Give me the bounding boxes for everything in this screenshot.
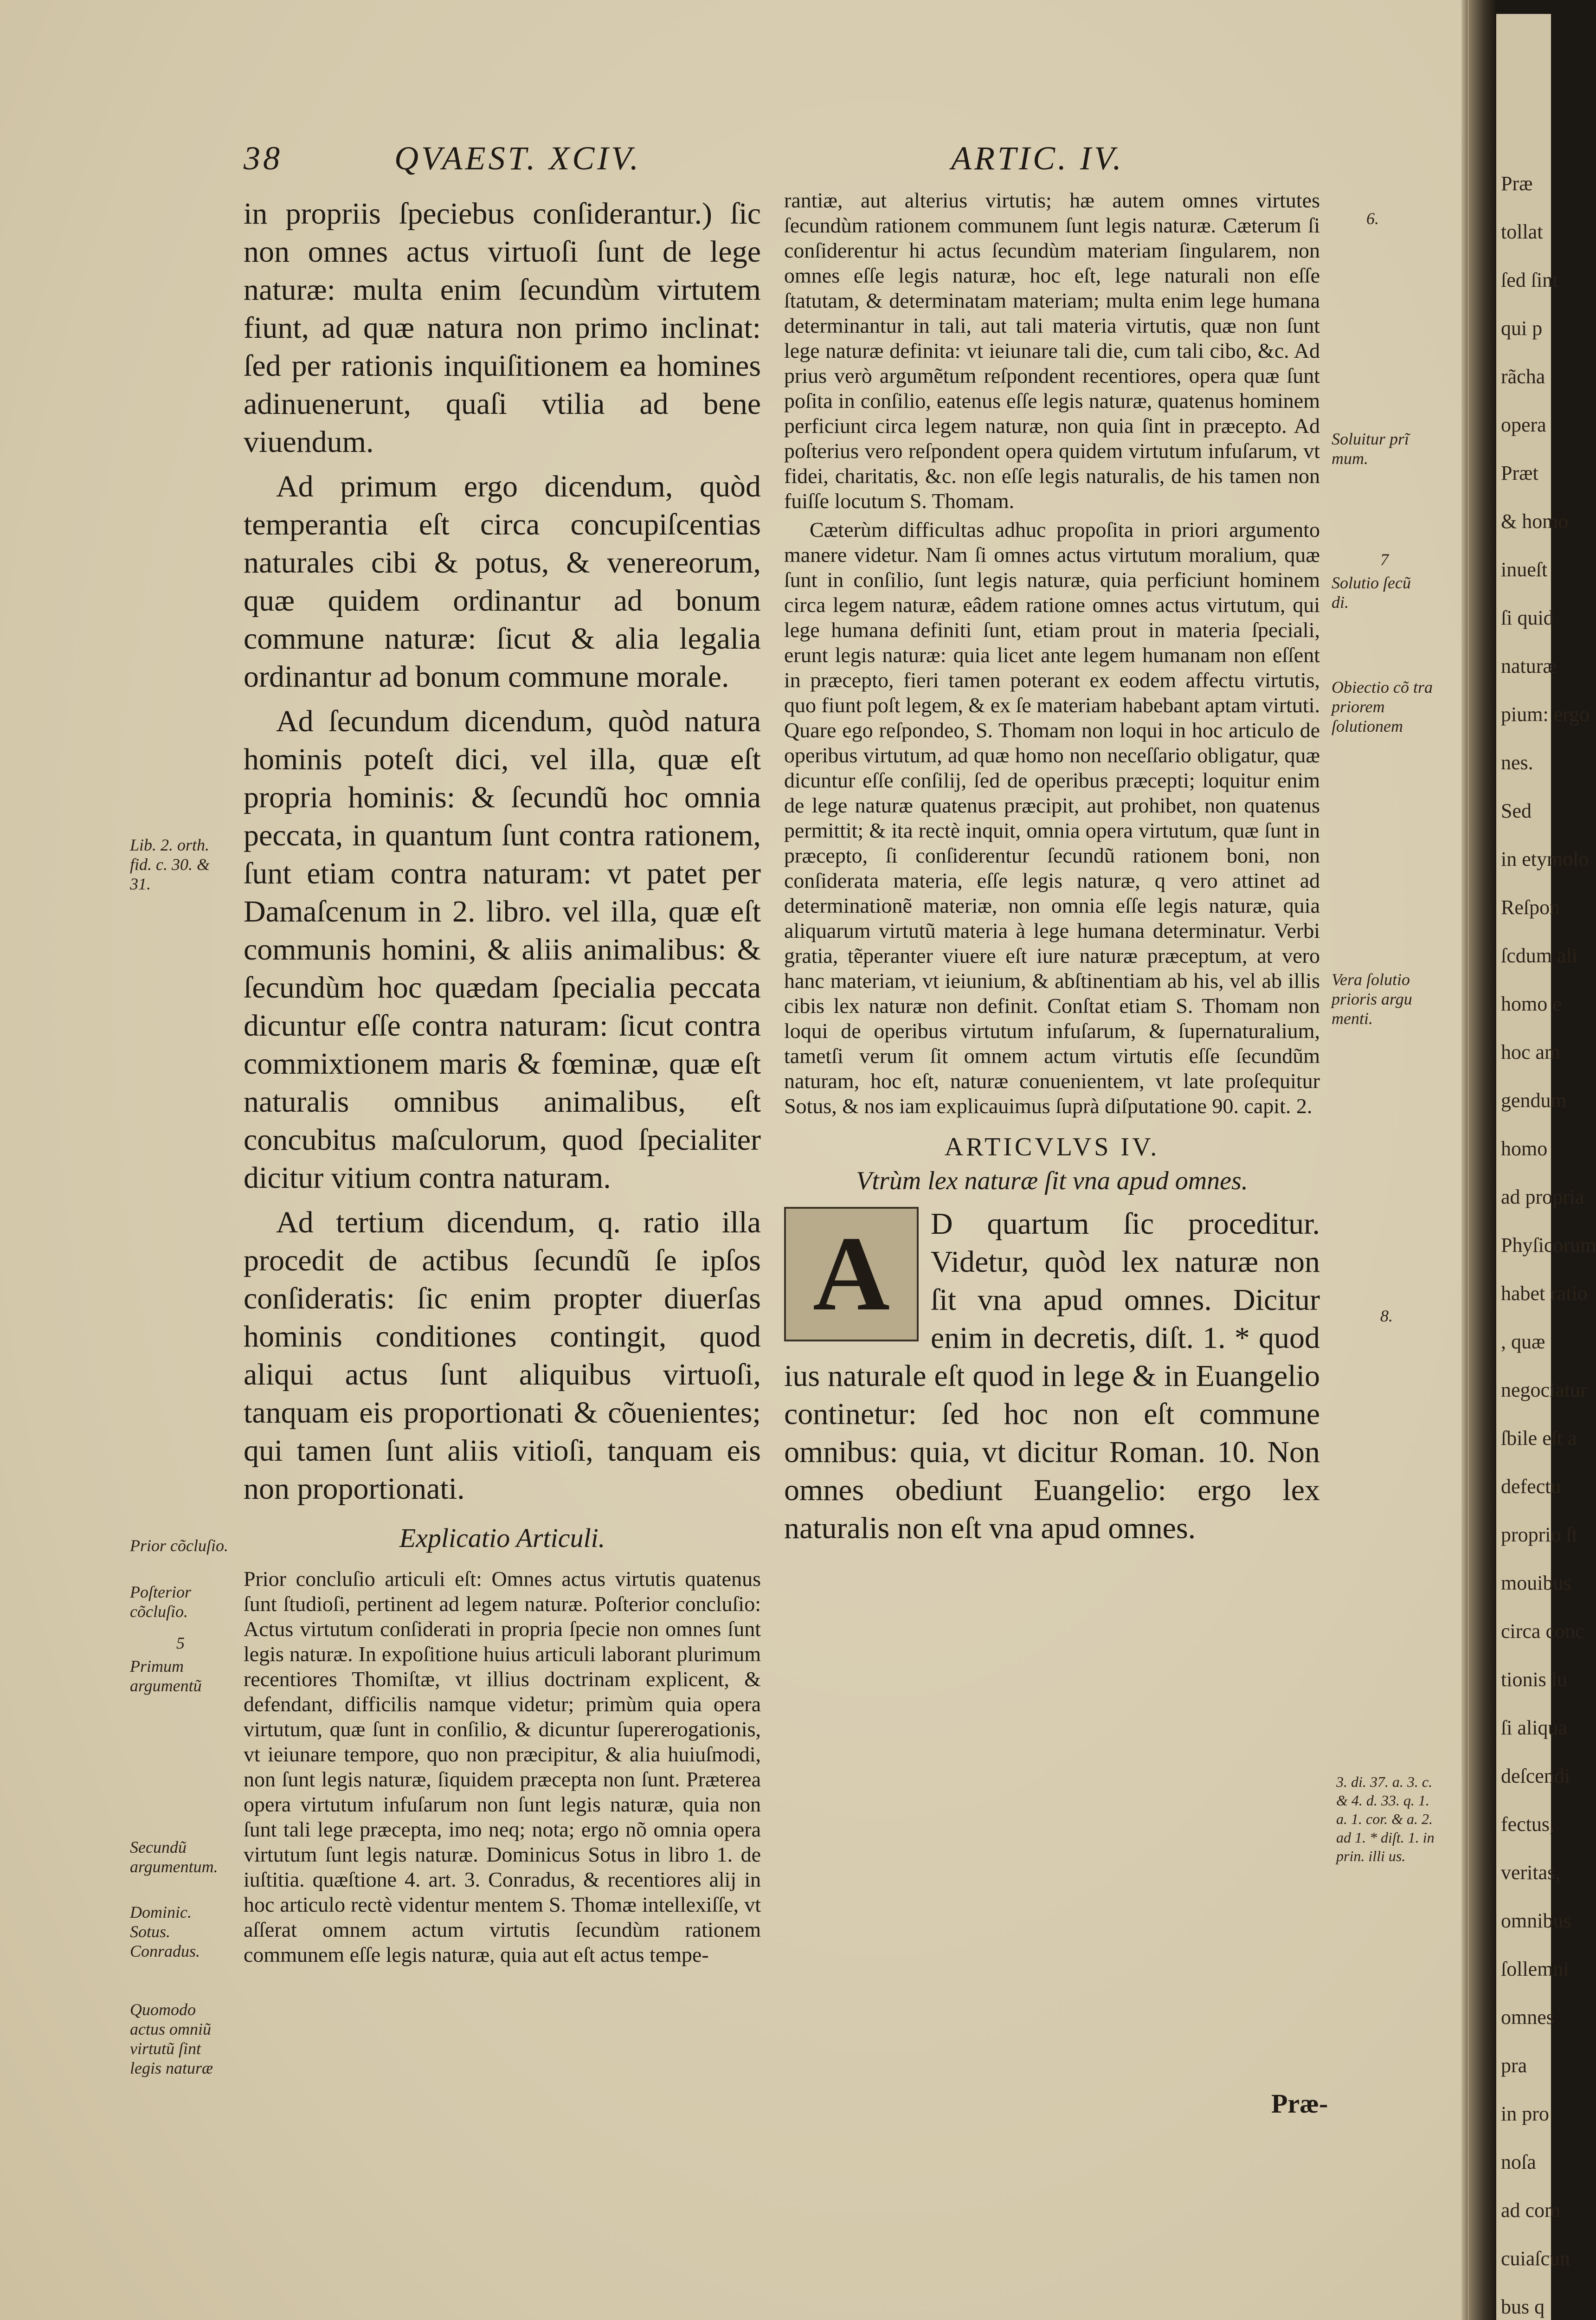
facing-page-line: ad com: [1501, 2199, 1561, 2222]
article-title: Vtrùm lex naturæ ſit vna apud omnes.: [856, 1166, 1248, 1195]
facing-page-line: ſbile eſt a: [1501, 1427, 1577, 1450]
facing-page-line: tionis lu: [1501, 1668, 1568, 1691]
facing-page-line: ſi aliqua: [1501, 1716, 1567, 1739]
facing-page-line: cuiaſcun: [1501, 2247, 1570, 2270]
facing-page-line: pium: ergo: [1501, 703, 1590, 726]
drop-cap: A: [784, 1207, 919, 1341]
margin-number: 6.: [1366, 209, 1379, 228]
facing-page-line: hoc am: [1501, 1041, 1561, 1063]
facing-page-line: naturæ: [1501, 655, 1557, 677]
facing-page-line: deſcendi: [1501, 1765, 1570, 1787]
facing-page-line: inueſt: [1501, 558, 1548, 581]
paragraph: Ad tertium dicendum, q. ratio illa procedit de actibus ſecundũ ſe ipſos conſideratis: ſic enim propter diuerſas hominis conditiones contingit, quod aliqui actus ſunt aliquibus virtuoſi, tanquam eis proportionati & cõuenientes; qui tamen ſunt aliis vitioſi, tanquam eis non proportionati.: [244, 1205, 761, 1506]
facing-page-line: ſollemni: [1501, 1958, 1569, 1980]
facing-page-line: ſcdum ali: [1501, 944, 1577, 967]
facing-page-line: mouibus: [1501, 1572, 1571, 1594]
facing-page-line: Reſpon: [1501, 896, 1560, 919]
facing-page-line: rãcha: [1501, 365, 1545, 388]
facing-page-line: Præt: [1501, 462, 1538, 484]
margin-note: Solutio ſecũ di.: [1332, 574, 1411, 612]
right-column: [784, 188, 1320, 1547]
facing-page-line: ſed ſint: [1501, 269, 1558, 291]
facing-page-line: proprio ſt: [1501, 1523, 1577, 1546]
paragraph: Ad ſecundum dicendum, quòd natura hominis poteſt dici, vel illa, quæ eſt propria hominis: & ſecundũ hoc omnia peccata, in quantum ſunt contra rationem, ſunt etiam contra naturam: vt patet per Damaſcenum in 2. libro. vel illa, quæ eſt communis homini, & aliis animalibus: & ſecundùm hoc quædam ſpecialia peccata dicuntur eſſe contra naturam: ſicut contra commixtionem maris & fœminæ, quæ eſt naturalis omnibus animalibus, eſt concubitus maſculorum, quod ſpecialiter dicitur vitium contra naturam.: [244, 704, 761, 1195]
facing-page-line: fectus,: [1501, 1813, 1555, 1836]
margin-number: 5: [176, 1634, 185, 1652]
facing-page-line: & homo: [1501, 510, 1569, 533]
facing-page-line: circa conc: [1501, 1620, 1584, 1643]
facing-page-line: ſi quid: [1501, 606, 1554, 629]
facing-page-line: qui p: [1501, 317, 1543, 340]
margin-note: Quomodo actus omniũ virtutũ ſint legis naturæ: [130, 2000, 213, 2077]
article-text: D quartum ſic proceditur. Videtur, quòd lex naturæ non ſit vna apud omnes. Dicitur enim in decretis, diſt. 1. * quod ius naturale eſt quod in lege & in Euangelio continetur: ſed hoc non eſt commune omnibus: quia, vt dicitur Roman. 10. Non omnes obediunt Euangelio: ergo lex naturalis non eſt vna apud omnes.: [784, 1207, 1320, 1545]
book-gutter: [1468, 0, 1496, 2320]
running-head-left: QVAEST. XCIV.: [394, 140, 641, 177]
facing-page-line: noſa: [1501, 2151, 1536, 2173]
margin-note: Soluitur prĩ mum.: [1332, 430, 1409, 468]
margin-number: 8.: [1380, 1307, 1393, 1325]
running-head-right: ARTIC. IV.: [951, 140, 1124, 177]
facing-page-line: negociatur: [1501, 1379, 1587, 1401]
facing-page-line: homo e: [1501, 992, 1562, 1015]
page-number: 38: [244, 140, 283, 177]
margin-note: Secundũ argumentum.: [130, 1838, 218, 1876]
facing-page-line: nes.: [1501, 751, 1533, 774]
facing-page-line: in etymolo: [1501, 848, 1589, 870]
margin-note: Primum argumentũ: [130, 1657, 202, 1695]
facing-page-line: omnibus: [1501, 1909, 1571, 1932]
left-column: [244, 195, 761, 1967]
facing-page-line: in pro: [1501, 2102, 1549, 2125]
facing-page-line: veritas,: [1501, 1861, 1561, 1884]
explicatio-paragraph: Prior concluſio articuli eſt: Omnes actus virtutis quatenus ſunt ſtudioſi, pertinent ad legem naturæ. Poſterior concluſio: Actus virtutum conſiderati in propria ſpecie non omnes ſunt legis naturæ. In expoſitione huius articuli laborant plurimum recentiores Thomiſtæ, vt illius doctrinam explicent, & defendant, difficilis namque videtur; primùm quia opera virtutum, quæ ſunt in conſilio, & dicuntur ſupererogationis, vt ieiunare tempore, quo non præcipitur, & alia huiuſmodi, non ſunt legis naturæ, ſiquidem præcepta non ſunt. Præterea opera virtutum infuſarum non ſunt legis naturæ, quia non ſunt tali lege præcepta, imo neq; nota; ergo nõ omnia opera virtutum ſunt legis naturæ. Dominicus Sotus in libro 1. de iuſtitia. quæſtione 4. art. 3. Conradus, & recentiores alij in hoc articulo rectè videntur mentem S. Thomæ intellexiſſe, vt aſſerat omnem actum virtutis ſecundùm rationem communem eſſe legis naturæ, quia aut eſt actus tempe-: [244, 1567, 761, 1966]
facing-page-line: opera: [1501, 413, 1546, 436]
facing-page-line: homo: [1501, 1137, 1548, 1160]
facing-page-line: , quæ: [1501, 1330, 1545, 1353]
facing-page-line: ad propria: [1501, 1186, 1584, 1208]
margin-note: Dominic. Sotus. Conradus.: [130, 1903, 200, 1960]
article-heading: ARTICVLVS IV.: [944, 1133, 1160, 1161]
facing-page-line: Præ: [1501, 172, 1533, 195]
margin-references: 3. di. 37. a. 3. c. & 4. d. 33. q. 1. a. 1. cor. & a. 2. ad 1. * diſt. 1. in prin. illi us.: [1336, 1773, 1435, 1864]
margin-note: Prior cõcluſio.: [130, 1536, 228, 1555]
paragraph: Cæterùm difficultas adhuc propoſita in priori argumento manere videtur. Nam ſi omnes actus virtutum moralium, quæ ſunt in conſilio, ſunt legis naturæ, quia perficiunt hominem circa legem naturæ, eâdem ratione omnes actus virtutum, qui lege humana definiti ſunt, etiam prout in materia ſpeciali, erunt legis naturæ: quia licet ante legem humanam non eſſent in præcepto, fieri tamen poterant ex eodem affectu virtutis, quo fiunt poſt legem, & ex ſe materiam habebant aptam virtuti. Quare ego reſpondeo, S. Thomam non loqui in hoc articulo de operibus virtutum, ad quæ homo non neceſſario obligatur, quæ dicuntur eſſe conſilij, ſed de operibus præcepti; loquitur enim de lege naturæ quatenus præcipit, aut prohibet, non quatenus permittit; & ita rectè inquit, omnia opera virtutum, quæ ſunt in præcepto, ſi conſiderentur ſecundũ rationem boni, non conſiderata materia, eſſe legis naturæ, q vero attinet ad determinationẽ materiæ, non omnia eſſe legis naturæ, quia aliquarum virtutũ materia à lege humana determinatur. Verbi gratia, tẽperanter viuere eſt iure naturæ præceptum, at vero hanc materiam, vt ieiunium, & abſtinentiam ab his, vel ab illis cibis lex naturæ non definit. Conſtat etiam S. Thomam non loqui de operibus virtutum infuſarum, & ſupernaturalium, tametſi verum ſit omnem actum virtutis eſſe ſecundũm naturam, hoc eſt, naturæ conuenientem, vt late proſequitur Sotus, & nos iam explicauimus ſuprà diſputatione 90. capit. 2.: [784, 518, 1320, 1118]
paragraph: rantiæ, aut alterius virtutis; hæ autem omnes virtutes ſecundùm rationem communem ſunt legis naturæ. Cæterum ſi conſiderentur hi actus ſecundùm materiam ſingularem, non omnes eſſe legis naturæ, hoc eſt, lege naturali non eſſe ſtatutam, & determinatam materiam; multa enim lege humana determinantur in tali, aut tali materia virtutis, quæ non ſunt lege naturæ definita: vt ieiunare tali die, cum tali cibo, &c. Ad prius verò argumẽtum reſpondent recentiores, opera quæ ſunt poſita in conſilio, eatenus eſſe legis naturæ, quatenus hominem perficiunt circa legem naturæ, non quia ſint in præcepto. Ad poſterius vero reſpondent opera quidem virtutum infuſarum, vt fidei, charitatis, &c. non eſſe legis naturalis, de his tamen non fuiſſe locutum S. Thomam.: [784, 188, 1320, 513]
facing-page-line: bus q: [1501, 2295, 1545, 2318]
margin-note: Lib. 2. orth. fid. c. 30. & 31.: [130, 836, 210, 893]
facing-page-line: pra: [1501, 2054, 1527, 2077]
facing-page-line: Phyſicorum: [1501, 1234, 1596, 1257]
margin-number: 7: [1380, 550, 1389, 569]
paragraph: Ad primum ergo dicendum, quòd temperantia eſt circa concupiſcentias naturales cibi & potus, & venereorum, quæ quidem ordinantur ad bonum commune naturæ: ſicut & alia legalia ordinantur ad bonum commune morale.: [244, 470, 761, 694]
margin-note: Poſterior cõcluſio.: [130, 1583, 191, 1621]
facing-page-line: habet ratio: [1501, 1282, 1588, 1305]
section-subheading: Explicatio Articuli.: [399, 1523, 605, 1553]
facing-page-line: defectu: [1501, 1475, 1561, 1498]
facing-page-line: Sed: [1501, 799, 1532, 822]
facing-page-line: omnes: [1501, 2006, 1554, 2029]
paragraph: in propriis ſpeciebus conſiderantur.) ſic non omnes actus virtuoſi ſunt de lege naturæ: multa enim ſecundùm virtutem fiunt, ad quæ natura non primo inclinat: ſed per rationis inquiſitionem ea homines adinuenerunt, quaſi vtilia ad bene viuendum.: [244, 197, 761, 459]
margin-note: Vera ſolutio prioris argu menti.: [1332, 970, 1412, 1028]
margin-note: Obiectio cõ tra priorem ſolutionem: [1332, 678, 1433, 735]
page-edge-shadow: [1461, 0, 1468, 2320]
facing-page-line: tollat: [1501, 220, 1543, 243]
catchword: Præ-: [1271, 2088, 1328, 2119]
facing-page-line: gendum: [1501, 1089, 1567, 1112]
facing-page-fragment: [1496, 14, 1596, 2320]
